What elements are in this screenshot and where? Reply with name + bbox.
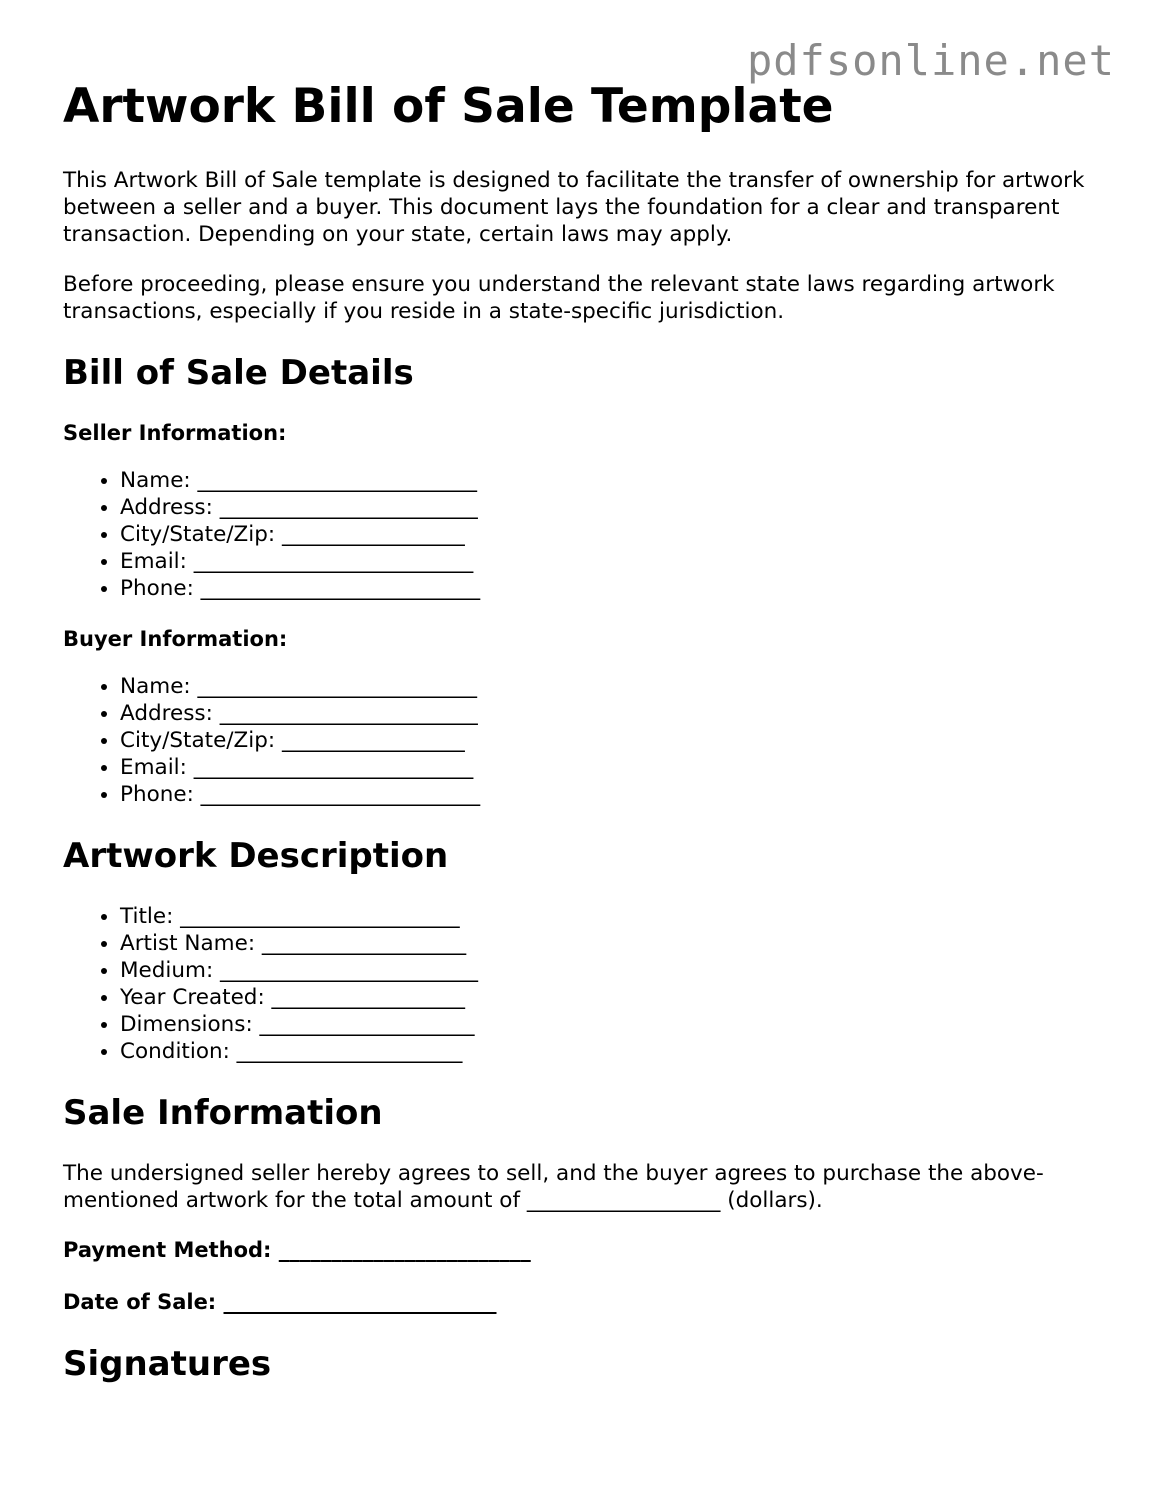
artist-name-field: • Artist Name: ___________________ [120,930,1093,957]
watermark: pdfsonline.net [746,36,1115,85]
buyer-name-field: • Name: __________________________ [120,673,1093,700]
seller-email-field: • Email: __________________________ [120,548,1093,575]
document-page [63,78,1093,1411]
dimensions-field: • Dimensions: ____________________ [120,1011,1093,1038]
buyer-info-heading: Buyer Information: [63,626,288,651]
buyer-address-field: • Address: ________________________ [120,700,1093,727]
buyer-phone-field: • Phone: __________________________ [120,781,1093,808]
seller-phone-field: • Phone: __________________________ [120,575,1093,602]
condition-field: • Condition: _____________________ [120,1038,1093,1065]
artwork-medium-field: • Medium: ________________________ [120,957,1093,984]
intro-paragraph-2: Before proceeding, please ensure you understand the relevant state laws regarding artwork transactions, especially if you reside in a state-specific jurisdiction. [63,271,1055,324]
seller-info-list [63,467,1093,602]
seller-name-field: • Name: __________________________ [120,467,1093,494]
section-heading-details: Bill of Sale Details [63,352,414,393]
date-of-sale-field: Date of Sale: __________________________ [63,1290,497,1315]
buyer-city-state-zip-field: • City/State/Zip: _________________ [120,727,1093,754]
seller-city-state-zip-field: • City/State/Zip: _________________ [120,521,1093,548]
seller-address-field: • Address: ________________________ [120,494,1093,521]
buyer-info-list [63,673,1093,808]
section-heading-artwork: Artwork Description [63,836,449,877]
seller-info-heading: Seller Information: [63,420,287,445]
section-heading-signatures: Signatures [63,1344,272,1385]
sale-agreement-text: The undersigned seller hereby agrees to sell, and the buyer agrees to purchase the above-mentioned artwork for the total amount of __________________ (dollars). [63,1160,1044,1213]
artwork-title-field: • Title: __________________________ [120,903,1093,930]
year-created-field: • Year Created: __________________ [120,984,1093,1011]
payment-method-field: Payment Method: ________________________ [63,1237,531,1262]
intro-paragraph-1: This Artwork Bill of Sale template is designed to facilitate the transfer of ownership for artwork between a seller and a buyer. This document lays the foundation for a clear and transparent transaction. Depending on your state, certain laws may apply. [63,167,1085,247]
section-heading-sale: Sale Information [63,1092,383,1133]
artwork-description-list [63,903,1093,1065]
buyer-email-field: • Email: __________________________ [120,754,1093,781]
document-title: Artwork Bill of Sale Template [63,79,834,134]
